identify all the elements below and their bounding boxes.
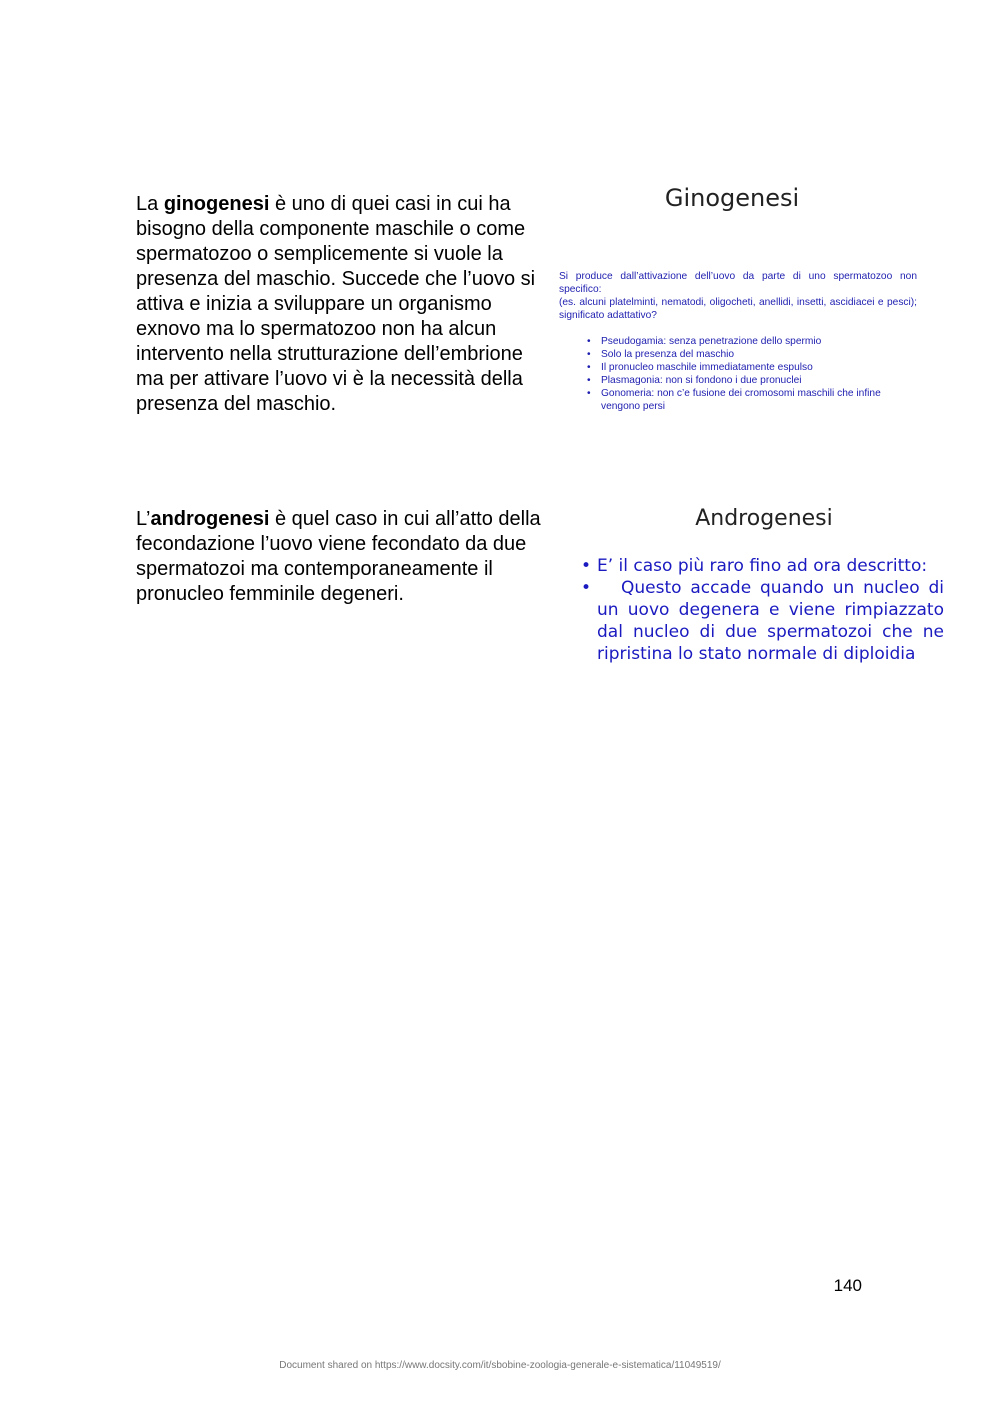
slide-androgenesi — [578, 502, 950, 672]
slide-intro-line: (es. alcuni platelminti, nematodi, oligocheti, anellidi, insetti, ascidiacei e pesci); significato adattativo? — [559, 297, 917, 321]
slide-title: Androgenesi — [695, 506, 833, 531]
list-item: • Il pronucleo maschile immediatamente espulso — [585, 361, 917, 374]
slide-bullet-list — [578, 555, 944, 665]
list-item: • Gonomeria: non c’e fusione dei cromosomi maschili che infine vengono persi — [585, 387, 917, 413]
slide-title: Ginogenesi — [664, 184, 800, 212]
slide-intro-line: Si produce dall’attivazione dell’uovo da parte di uno spermatozoo non specifico: — [559, 271, 917, 295]
paragraph-prefix: L’ — [136, 508, 151, 530]
slide-bullet-list — [585, 335, 917, 413]
slide-intro — [559, 270, 917, 322]
list-item: • Questo accade quando un nucleo di un uovo degenera e viene rimpiazzato dal nucleo di due spermatozoi che ne ripristina lo stato normale di diploidia — [578, 577, 944, 665]
list-item: • E’ il caso più raro fino ad ora descritto: — [578, 555, 944, 577]
term-androgenesi: androgenesi — [150, 508, 270, 530]
androgenesi-paragraph — [136, 507, 566, 607]
footer-source-note: Document shared on https://www.docsity.com/it/sbobine-zoologia-generale-e-sistematica/11049519/ — [279, 1360, 721, 1371]
slide-ginogenesi — [557, 178, 917, 423]
list-item: • Pseudogamia: senza penetrazione dello spermio — [585, 335, 917, 348]
term-ginogenesi: ginogenesi — [163, 193, 270, 215]
paragraph-text: è uno di quei casi in cui ha bisogno della componente maschile o come spermatozoo o semplicemente si vuole la presenza del maschio. Succede che l’uovo si attiva e inizia a sviluppare un organismo exnovo ma lo spermatozoo non ha alcun intervento nella strutturazione dell’embrione ma per attivare l’uovo vi è la necessità della presenza del maschio. — [136, 193, 536, 415]
paragraph-text: è quel caso in cui all’atto della fecondazione l’uovo viene fecondato da due spermatozoi ma contemporaneamente il pronucleo femminile degeneri. — [136, 508, 541, 605]
paragraph-prefix: La — [136, 193, 164, 215]
list-item: • Plasmagonia: non si fondono i due pronuclei — [585, 374, 917, 387]
list-item: • Solo la presenza del maschio — [585, 348, 917, 361]
page-number: 140 — [833, 1276, 862, 1295]
ginogenesi-paragraph — [136, 192, 536, 417]
